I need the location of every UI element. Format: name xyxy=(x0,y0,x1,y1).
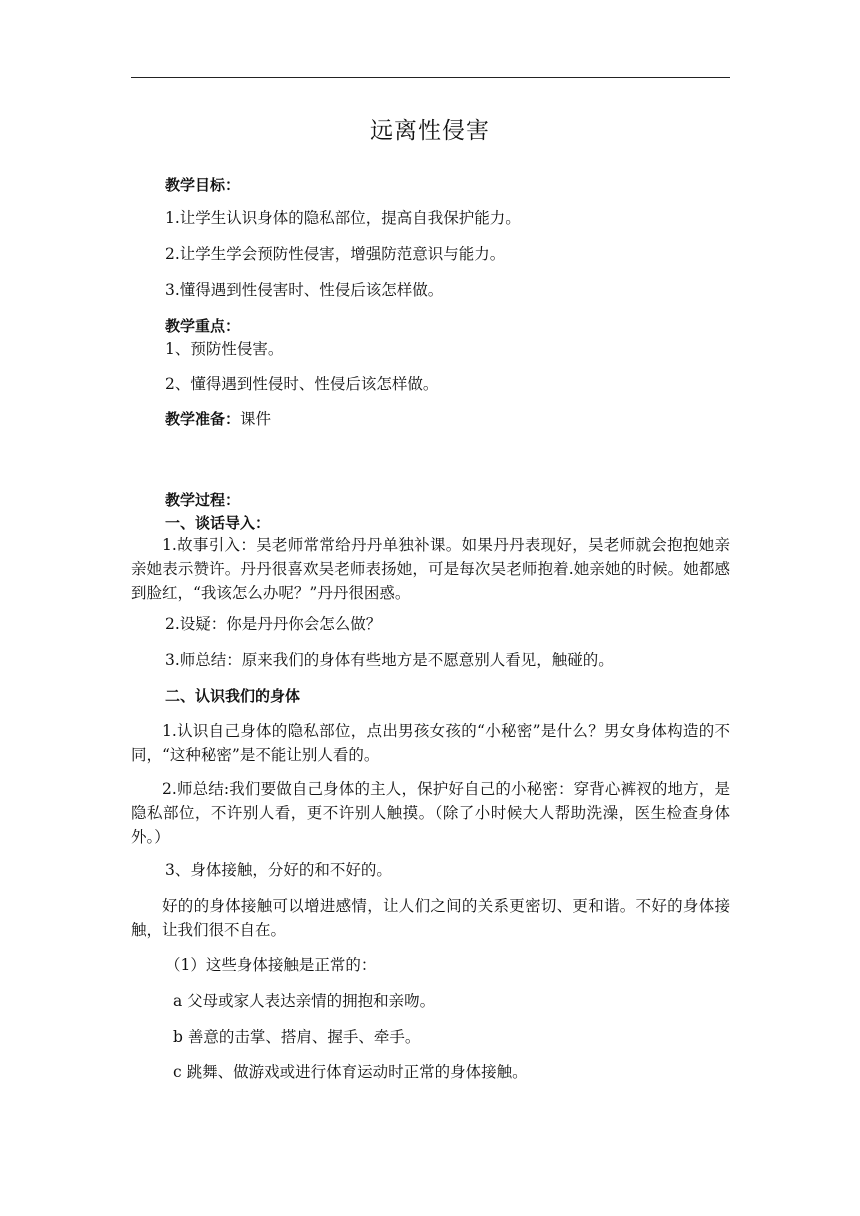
preparation-line xyxy=(165,406,271,432)
section2-paragraph-5: （1）这些身体接触是正常的： xyxy=(165,956,377,974)
list-item-b: b 善意的击掌、搭肩、握手、牵手。 xyxy=(173,1028,421,1046)
section1-paragraph-2: 2.设疑：你是丹丹你会怎么做？ xyxy=(165,615,382,633)
header-rule xyxy=(131,77,730,78)
list-item-a: a 父母或家人表达亲情的拥抱和亲吻。 xyxy=(173,992,436,1010)
objective-item-2: 2.让学生学会预防性侵害，增强防范意识与能力。 xyxy=(165,245,506,263)
list-item-c: c 跳舞、做游戏或进行体育运动时正常的身体接触。 xyxy=(173,1063,528,1081)
key-point-item-2: 2、懂得遇到性侵时、性侵后该怎样做。 xyxy=(165,375,439,393)
section2-paragraph-3: 3、身体接触，分好的和不好的。 xyxy=(165,861,392,879)
preparation-value: 课件 xyxy=(240,410,272,428)
section1-heading: 一、谈话导入： xyxy=(165,514,271,532)
objective-item-3: 3.懂得遇到性侵害时、性侵后该怎样做。 xyxy=(165,281,444,299)
preparation-heading: 教学准备： xyxy=(165,410,241,428)
key-point-item-1: 1、预防性侵害。 xyxy=(165,340,284,358)
objective-item-1: 1.让学生认识身体的隐私部位，提高自我保护能力。 xyxy=(165,209,521,227)
section2-paragraph-4: 好的的身体接触可以增进感情，让人们之间的关系更密切、更和谐。不好的身体接触，让我们很不自在。 xyxy=(131,897,730,939)
section2-heading: 二、认识我们的身体 xyxy=(165,687,301,705)
section1-paragraph-3: 3.师总结：原来我们的身体有些地方是不愿意别人看见，触碰的。 xyxy=(165,651,614,669)
document-title: 远离性侵害 xyxy=(370,118,490,144)
section2-paragraph-1: 1.认识自己身体的隐私部位，点出男孩女孩的“小秘密”是什么？男女身体构造的不同，“这种秘密”是不能让别人看的。 xyxy=(131,722,730,764)
key-points-heading: 教学重点： xyxy=(165,317,241,335)
process-heading: 教学过程： xyxy=(165,491,241,509)
section1-paragraph-1: 1.故事引入：吴老师常常给丹丹单独补课。如果丹丹表现好，吴老师就会抱抱她亲亲她表示赞许。丹丹很喜欢吴老师表扬她，可是每次吴老师抱着.她亲她的时候。她都感到脸红，“我该怎么办呢？”丹丹很困惑。 xyxy=(131,536,730,602)
section2-paragraph-2: 2.师总结:我们要做自己身体的主人，保护好自己的小秘密：穿背心裤衩的地方，是隐私部位，不许别人看，更不许别人触摸。（除了小时候大人帮助洗澡，医生检查身体外。） xyxy=(131,780,730,846)
objectives-heading: 教学目标： xyxy=(165,176,241,194)
